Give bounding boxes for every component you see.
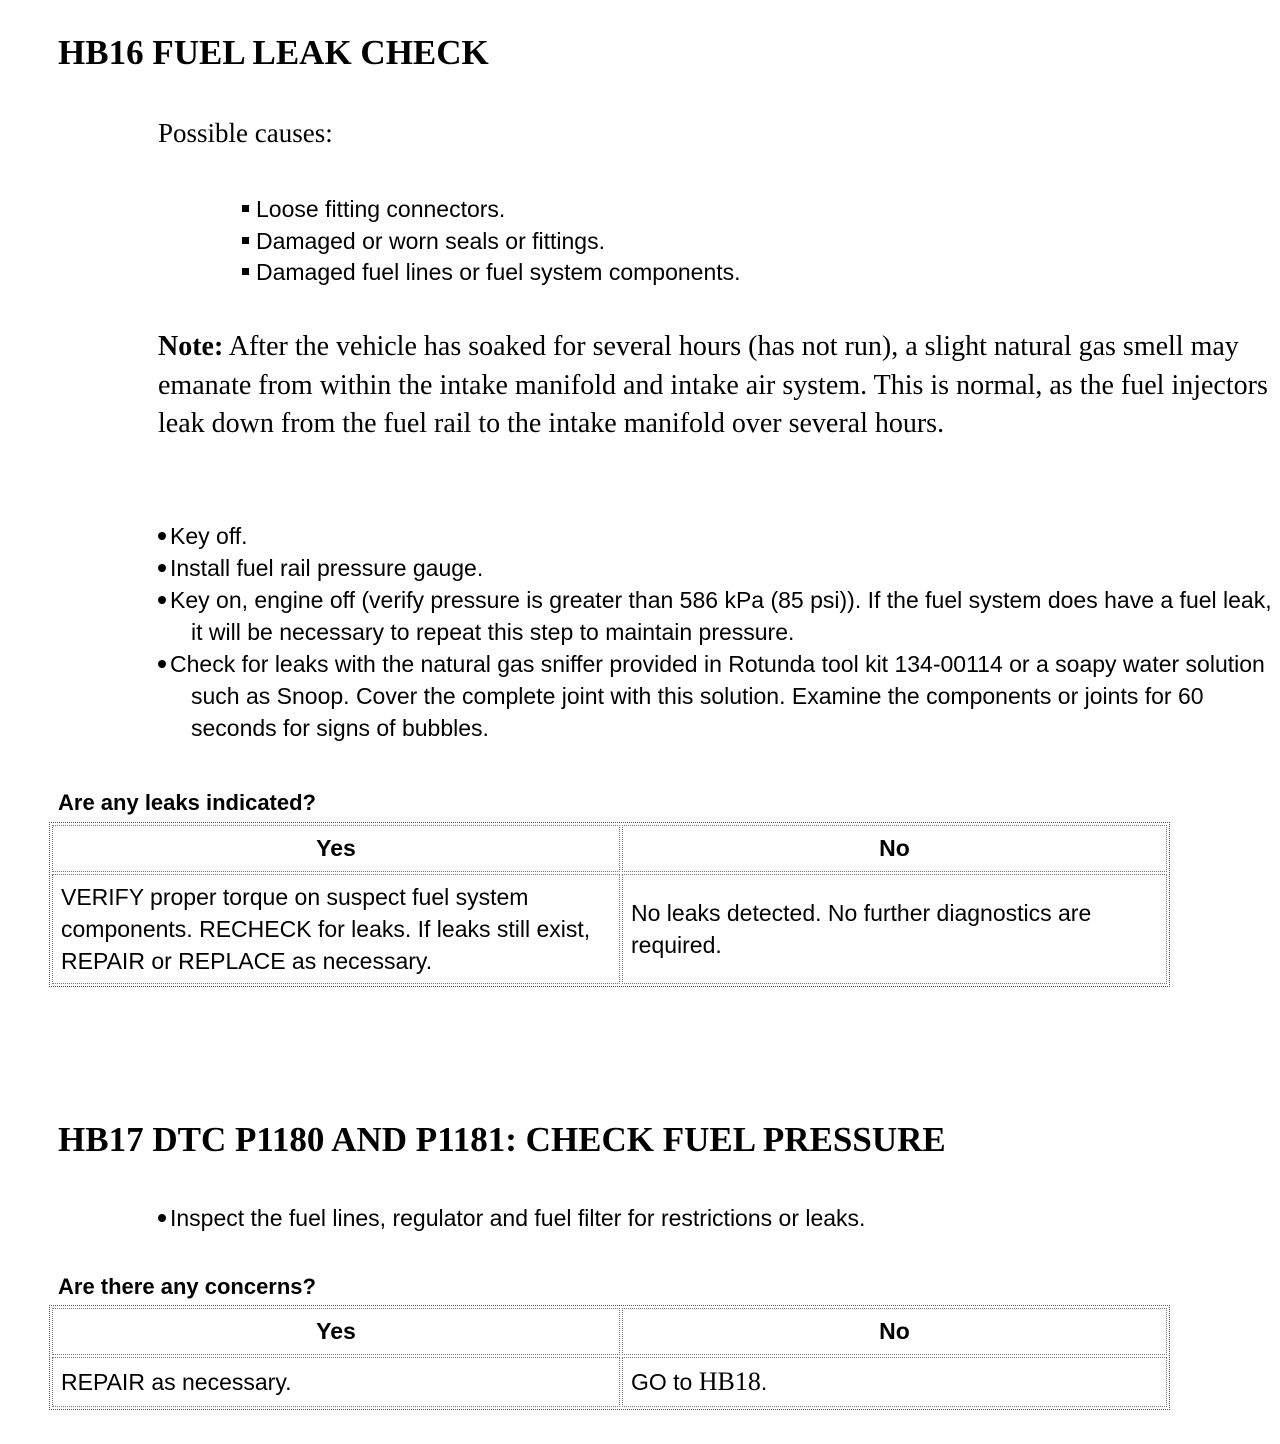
hb16-steps-list xyxy=(142,520,1272,744)
note-paragraph xyxy=(158,328,1268,444)
step-text: Key off. xyxy=(170,523,248,549)
step-item xyxy=(142,584,1272,648)
round-bullet-icon xyxy=(158,532,166,540)
step-text: Key on, engine off (verify pressure is greater than 586 kPa (85 psi)). If the fuel system does have a fuel leak, it will be necessary to repeat this step to maintain pressure. xyxy=(170,587,1272,645)
cause-text: Damaged or worn seals or fittings. xyxy=(256,227,605,254)
hb18-reference-link[interactable]: HB18 xyxy=(698,1367,761,1396)
cause-item xyxy=(242,194,741,226)
decision-table-hb16 xyxy=(49,822,1170,987)
square-bullet-icon xyxy=(242,268,249,275)
step-text: Check for leaks with the natural gas sniffer provided in Rotunda tool kit 134-00114 or a soapy water solution such as Snoop. Cover the complete joint with this solution. Examine the components or joints for 60 seconds for signs of bubbles. xyxy=(170,651,1265,741)
cause-text: Loose fitting connectors. xyxy=(256,196,506,222)
section-title-hb16: HB16 FUEL LEAK CHECK xyxy=(58,33,489,72)
note-label: Note: xyxy=(158,331,224,362)
table-header-row xyxy=(52,825,1167,872)
yes-column-header: Yes xyxy=(52,1308,620,1355)
hb17-steps-list xyxy=(142,1202,1242,1234)
decision-table-hb17 xyxy=(49,1305,1170,1410)
no-column-header: No xyxy=(622,825,1167,872)
table-row xyxy=(52,1357,1167,1407)
cause-item xyxy=(242,257,741,289)
yes-action-cell: REPAIR as necessary. xyxy=(52,1357,620,1407)
cause-text: Damaged fuel lines or fuel system components. xyxy=(256,259,741,285)
no-column-header: No xyxy=(622,1308,1167,1355)
step-item xyxy=(142,520,1272,552)
section-title-hb17: HB17 DTC P1180 AND P1181: CHECK FUEL PRESSURE xyxy=(58,1120,946,1159)
square-bullet-icon xyxy=(242,237,249,244)
round-bullet-icon xyxy=(158,596,166,604)
no-action-cell xyxy=(622,1357,1167,1407)
step-item xyxy=(142,648,1272,744)
step-text: Inspect the fuel lines, regulator and fuel filter for restrictions or leaks. xyxy=(170,1205,866,1231)
question-leaks-indicated: Are any leaks indicated? xyxy=(58,790,316,815)
note-text: After the vehicle has soaked for several hours (has not run), a slight natural gas smell may emanate from within the intake manifold and intake air system. This is normal, as the fuel injectors leak down from the fuel rail to the intake manifold over several hours. xyxy=(158,331,1268,439)
table-header-row xyxy=(52,1308,1167,1355)
no-action-cell: No leaks detected. No further diagnostics are required. xyxy=(622,874,1167,984)
step-item xyxy=(142,552,1272,584)
round-bullet-icon xyxy=(158,1214,166,1222)
table-row xyxy=(52,874,1167,984)
cause-item xyxy=(242,226,741,258)
yes-action-cell: VERIFY proper torque on suspect fuel system components. RECHECK for leaks. If leaks still exist, REPAIR or REPLACE as necessary. xyxy=(52,874,620,984)
step-text: Install fuel rail pressure gauge. xyxy=(170,555,484,581)
go-to-text: GO to xyxy=(631,1369,693,1395)
square-bullet-icon xyxy=(242,205,249,212)
yes-column-header: Yes xyxy=(52,825,620,872)
possible-causes-label: Possible causes: xyxy=(158,118,333,148)
round-bullet-icon xyxy=(158,564,166,572)
step-item xyxy=(142,1202,1242,1234)
go-to-period: . xyxy=(760,1369,768,1395)
question-any-concerns: Are there any concerns? xyxy=(58,1274,316,1299)
possible-causes-list xyxy=(242,194,741,289)
round-bullet-icon xyxy=(158,660,166,668)
